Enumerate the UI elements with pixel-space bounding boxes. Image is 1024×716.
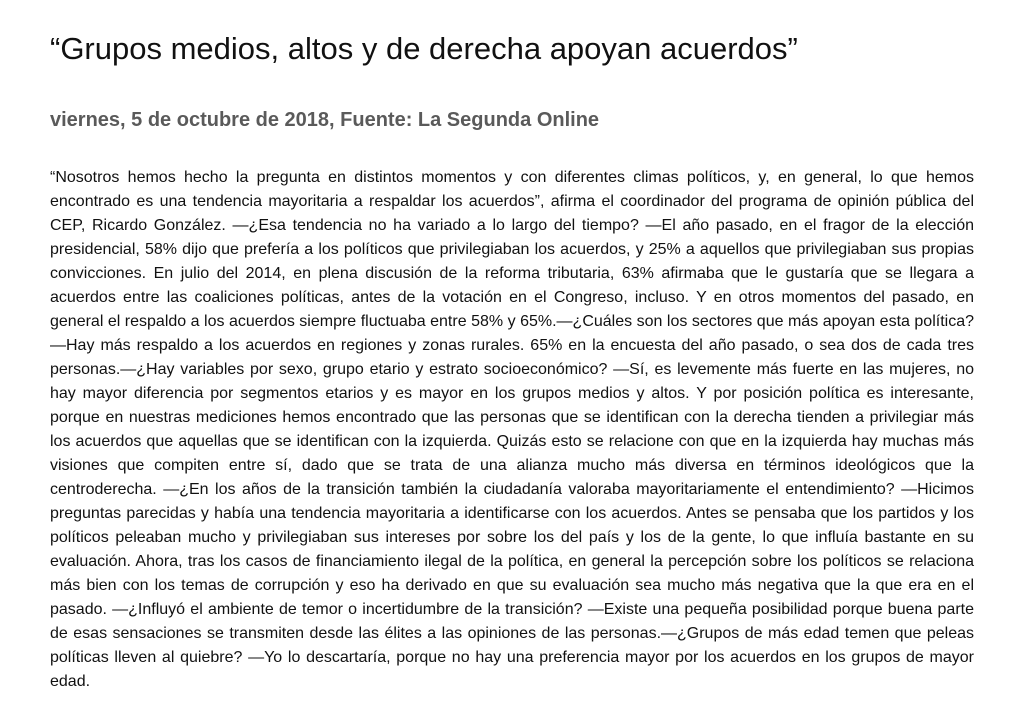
article-body: “Nosotros hemos hecho la pregunta en distintos momentos y con diferentes climas políticos, y, en general, lo que hemos encontrado es una tendencia mayoritaria a respaldar los acuerdos”, afirma el coordinador del programa de opinión pública del CEP, Ricardo González. —¿Esa tendencia no ha variado a lo largo del tiempo? —El año pasado, en el fragor de la elección presidencial, 58% dijo que prefería a los políticos que privilegiaban los acuerdos, y 25% a aquellos que privilegiaban sus propias convicciones. En julio del 2014, en plena discusión de la reforma tributaria, 63% afirmaba que le gustaría que se llegara a acuerdos entre las coaliciones políticas, antes de la votación en el Congreso, incluso. Y en otros momentos del pasado, en general el respaldo a los acuerdos siempre fluctuaba entre 58% y 65%.—¿Cuáles son los sectores que más apoyan esta política? —Hay más respaldo a los acuerdos en regiones y zonas rurales. 65% en la encuesta del año pasado, o sea dos de cada tres personas.—¿Hay variables por sexo, grupo etario y estrato socioeconómico? —Sí, es levemente más fuerte en las mujeres, no hay mayor diferencia por segmentos etarios y es mayor en los grupos medios y altos. Y por posición política es interesante, porque en nuestras mediciones hemos encontrado que las personas que se identifican con la derecha tienden a privilegiar más los acuerdos que aquellas que se identifican con la izquierda. Quizás esto se relacione con que en la izquierda hay muchas más visiones que compiten entre sí, dado que se trata de una alianza mucho más diversa en términos ideológicos que la centroderecha. —¿En los años de la transición también la ciudadanía valoraba mayoritariamente el entendimiento? —Hicimos preguntas parecidas y había una tendencia mayoritaria a identificarse con los acuerdos. Antes se pensaba que los partidos y los políticos peleaban mucho y privilegiaban sus intereses por sobre los del país y los de la gente, lo que influía bastante en su evaluación. Ahora, tras los casos de financiamiento ilegal de la política, en general la percepción sobre los políticos se relaciona más bien con los temas de corrupción y eso ha derivado en que su evaluación sea mucho más negativa que la que era en el pasado. —¿Influyó el ambiente de temor o incertidumbre de la transición? —Existe una pequeña posibilidad porque buena parte de esas sensaciones se transmiten desde las élites a las opiniones de las personas.—¿Grupos de más edad temen que peleas políticas lleven al quiebre? —Yo lo descartaría, porque no hay una preferencia mayor por los acuerdos en los grupos de mayor edad. — [50, 169, 974, 690]
article — [50, 0, 974, 694]
article-title: “Grupos medios, altos y de derecha apoyan acuerdos” — [50, 31, 798, 66]
article-dateline: viernes, 5 de octubre de 2018, Fuente: La Segunda Online — [50, 109, 600, 131]
